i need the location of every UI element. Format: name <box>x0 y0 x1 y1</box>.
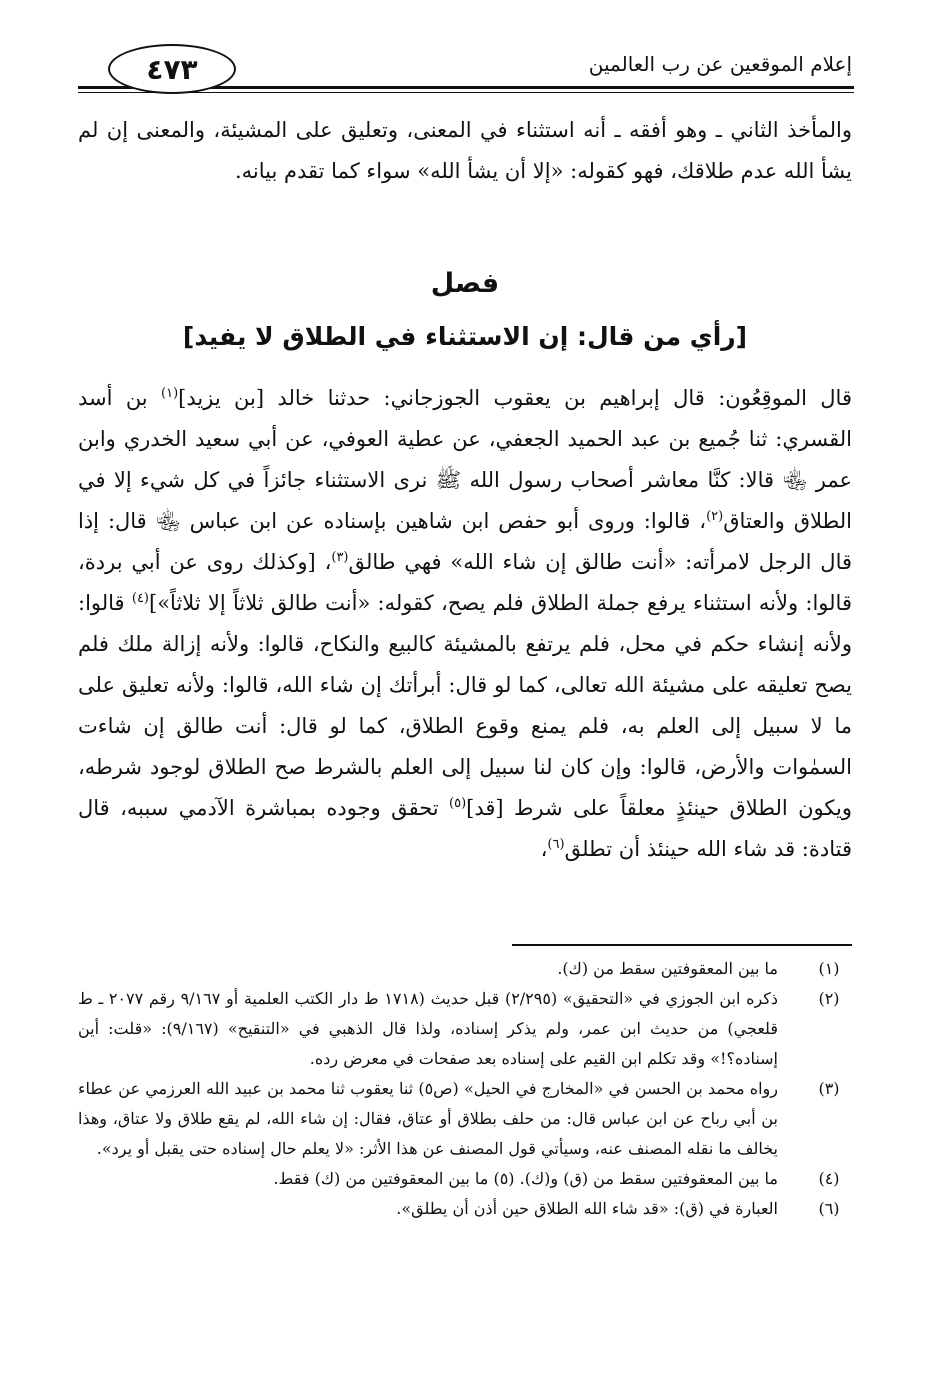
footnote-ref-2[interactable]: (٢) <box>706 509 724 524</box>
footnotes <box>78 954 852 1224</box>
footnote-text: ما بين المعقوفتين سقط من (ك). <box>557 959 778 978</box>
page-number: ٤٧٣ <box>146 52 198 86</box>
paragraph-2 <box>78 378 852 870</box>
footnote-text: ما بين المعقوفتين سقط من (ق) و(ك). (٥) ما بين المعقوفتين من (ك) فقط. <box>273 1169 778 1188</box>
footnote-text: العبارة في (ق): «قد شاء الله الطلاق حين أذن أن يطلق». <box>396 1199 778 1218</box>
footnote-number: (٣) <box>818 1079 840 1098</box>
footnote-number: (١) <box>818 959 840 978</box>
paragraph-2-part-e: قالوا: ولأنه إنشاء حكم في محل، فلم يرتفع بالمشيئة كالبيع والنكاح، قالوا: ولأنه إزالة ملك فلم يصح تعليقه على مشيئة الله تعالى، كما لو قال: أبرأتك إن شاء الله، قالوا: ولأنه تعليق على ما لا سبيل إلى العلم به، فلم يمنع وقوع الطلاق، كما لو قال: أنت طالق إن شاءت السمٰوات والأرض، قالوا: وإن كان لنا سبيل إلى العلم بالشرط صح الطلاق لوجود شرطه، ويكون الطلاق حينئذٍ معلقاً على شرط [قد] <box>78 591 852 820</box>
footnote-item <box>78 954 852 984</box>
footnote-number: (٢) <box>818 989 840 1008</box>
footnote-ref-3[interactable]: (٣) <box>331 550 349 565</box>
footnote-ref-6[interactable]: (٦) <box>547 837 565 852</box>
page-header <box>78 38 854 96</box>
paragraph-1 <box>78 110 852 192</box>
footnote-number: (٤) <box>818 1169 840 1188</box>
paragraph-2-part-c: ، قالوا: وروى أبو حفص ابن شاهين بإسناده عن ابن عباس ﵄ قال: إذا قال الرجل لامرأته: «أنت طالق إن شاء الله» فهي طالق <box>78 509 853 574</box>
running-title: إعلام الموقعين عن رب العالمين <box>588 52 852 76</box>
footnote-separator <box>512 944 852 946</box>
paragraph-2-part-g: ، <box>540 837 548 861</box>
paragraph-2-text <box>78 378 852 870</box>
paragraph-2-part-b: بن أسد القسري: ثنا جُميع بن عبد الحميد الجعفي، عن عطية العوفي، عن أبي سعيد الخدري وابن عمر ﵄ قالا: كنَّا معاشر أصحاب رسول الله ﷺ نرى الاستثناء جائزاً في كل شيء إلا في الطلاق والعتاق <box>78 386 852 533</box>
section-subtitle: [رأي من قال: إن الاستثناء في الطلاق لا يفيد] <box>182 322 748 351</box>
paragraph-2-part-f: تحقق وجوده بمباشرة الآدمي سببه، قال قتادة: قد شاء الله حينئذ أن تطلق <box>78 796 852 861</box>
footnote-item <box>78 1164 852 1194</box>
footnote-item <box>78 1074 852 1164</box>
footnote-ref-4[interactable]: (٤) <box>131 591 149 606</box>
paragraph-2-part-a: قال الموقِعُون: قال إبراهيم بن يعقوب الجوزجاني: حدثنا خالد [بن يزيد] <box>178 386 852 410</box>
paragraph-2-part-d: ، [وكذلك روى عن أبي بردة، قالوا: ولأنه استثناء يرفع جملة الطلاق فلم يصح، كقوله: «أنت طالق ثلاثاً إلا ثلاثاً»] <box>78 550 852 615</box>
footnote-ref-1[interactable]: (١) <box>161 386 179 401</box>
paragraph-1-text: والمأخذ الثاني ـ وهو أفقه ـ أنه استثناء في المعنى، وتعليق على المشيئة، والمعنى إن لم يشأ الله عدم طلاقك، فهو كقوله: «إلا أن يشأ الله» سواء كما تقدم بيانه. <box>78 118 852 183</box>
footnote-ref-5[interactable]: (٥) <box>449 796 467 811</box>
page-number-oval <box>108 44 236 94</box>
footnote-item <box>78 984 852 1074</box>
footnote-text: ذكره ابن الجوزي في «التحقيق» (٢/٢٩٥) قبل حديث (١٧١٨ ط دار الكتب العلمية أو ٩/١٦٧ رقم ٢٠٧٧ ـ ط قلعجي) من حديث ابن عمر، ولم يذكر إسناده، ولذا قال الذهبي في «التنقيح» (٩/١٦٧): «قلت: أين إسناده؟!» وقد تكلم ابن القيم على إسناده بعد صفحات في معرض رده. <box>78 989 779 1068</box>
section-title: فصل <box>430 268 500 299</box>
footnote-item <box>78 1194 852 1224</box>
footnote-number: (٦) <box>818 1199 840 1218</box>
footnote-text: رواه محمد بن الحسن في «المخارج في الحيل» (ص٥) ثنا يعقوب ثنا محمد بن عبيد الله العرزمي عن عطاء بن أبي رباح عن ابن عباس قال: من حلف بطلاق أو عتاق، فقال: إن شاء الله، لم يقع طلاق ولا عتاق، وهذا يخالف ما نقله المصنف عنه، وسيأتي قول المصنف عن هذا الأثر: «لا يعلم حال إسناده حتى يقبل أو يرد». <box>78 1079 779 1158</box>
